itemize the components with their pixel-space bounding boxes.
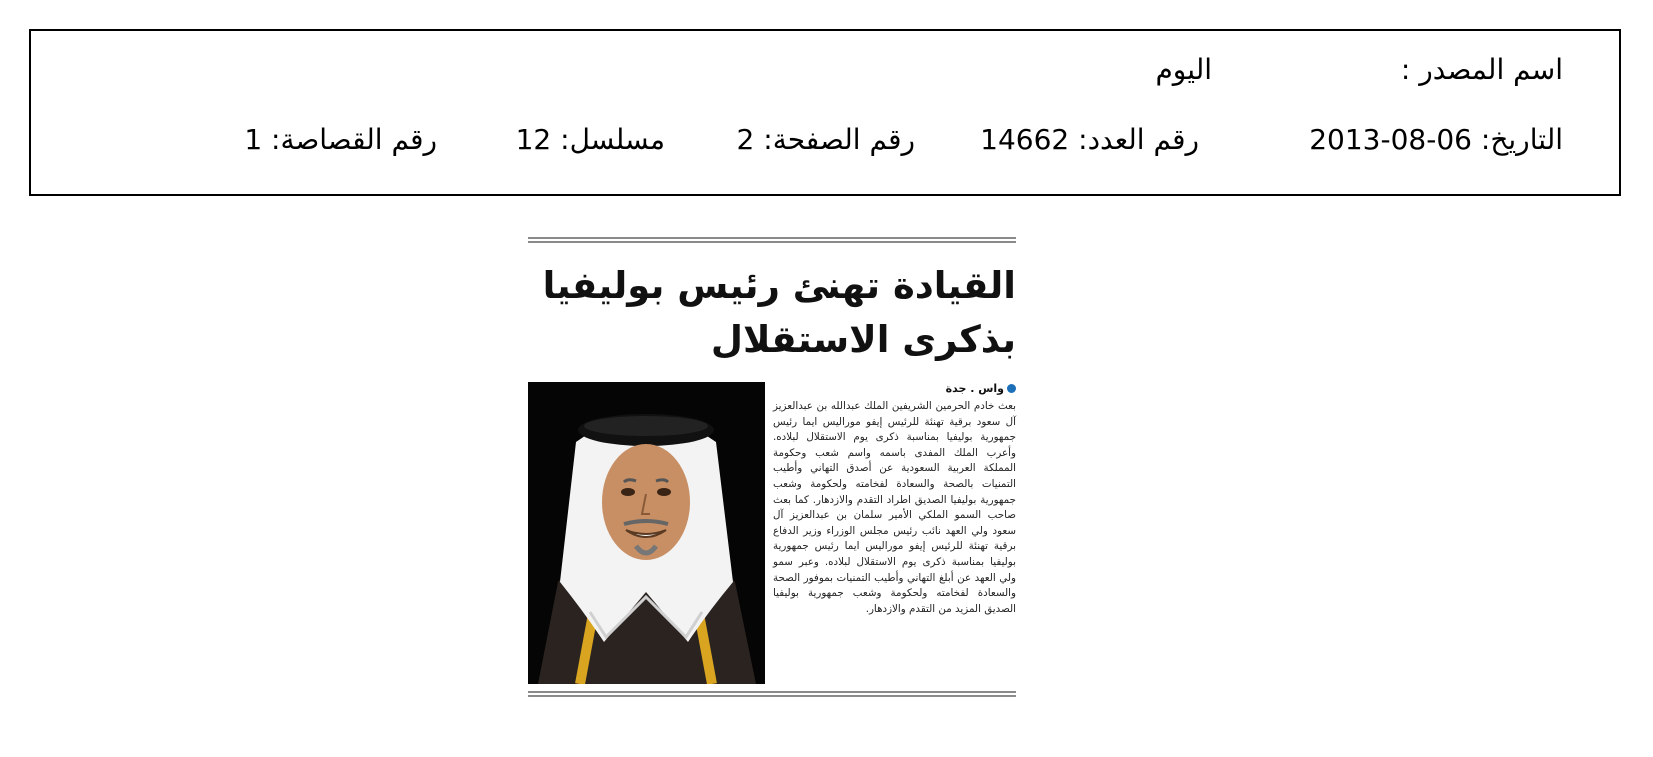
bottom-rule — [528, 691, 1016, 697]
clip-number-field: رقم القصاصة: 1 — [244, 123, 437, 156]
newspaper-clipping — [528, 237, 1016, 699]
issue-number-field: رقم العدد: 14662 — [980, 123, 1199, 156]
article-byline — [776, 382, 1016, 396]
portrait-photo — [528, 382, 765, 684]
byline-dot-icon — [1007, 384, 1016, 393]
source-value: اليوم — [1155, 53, 1212, 86]
top-rule — [528, 237, 1016, 243]
date-field: التاريخ: 06-08-2013 — [1309, 123, 1563, 156]
source-info-box — [29, 29, 1621, 196]
headline-line-2: بذكرى الاستقلال — [710, 318, 1016, 361]
article-body: بعث خادم الحرمين الشريفين الملك عبدالله بن عبدالعزيز آل سعود برقية تهنئة للرئيس إيفو موراليس ايما رئيس جمهورية بوليفيا بمناسبة ذكرى يوم الاستقلال لبلاده. وأعرب الملك المفدى باسمه واسم شعب وحكومة المملكة العربية السعودية عن أصدق التهاني وأطيب التمنيات بالصحة والسعادة لفخامته ولحكومة وشعب جمهورية بوليفيا الصديق اطراد التقدم والازدهار. كما بعث صاحب السمو الملكي الأمير سلمان بن عبدالعزيز آل سعود ولي العهد نائب رئيس مجلس الوزراء وزير الدفاع برقية تهنئة للرئيس إيفو موراليس ايما رئيس جمهورية بوليفيا بمناسبة ذكرى يوم الاستقلال لبلاده. وعبر سمو ولي العهد عن أبلغ التهاني وأطيب التمنيات بموفور الصحة والسعادة لفخامته ولحكومة وشعب جمهورية بوليفيا الصديق المزيد من التقدم والازدهار. — [773, 400, 1016, 615]
serial-field: مسلسل: 12 — [515, 123, 665, 156]
page-number-field: رقم الصفحة: 2 — [736, 123, 915, 156]
portrait-illustration — [528, 382, 765, 684]
source-label: اسم المصدر : — [1400, 53, 1563, 86]
byline-text: واس . جدة — [945, 382, 1004, 395]
headline-line-1: القيادة تهنئ رئيس بوليفيا — [542, 264, 1016, 307]
article-headline — [528, 259, 1016, 367]
